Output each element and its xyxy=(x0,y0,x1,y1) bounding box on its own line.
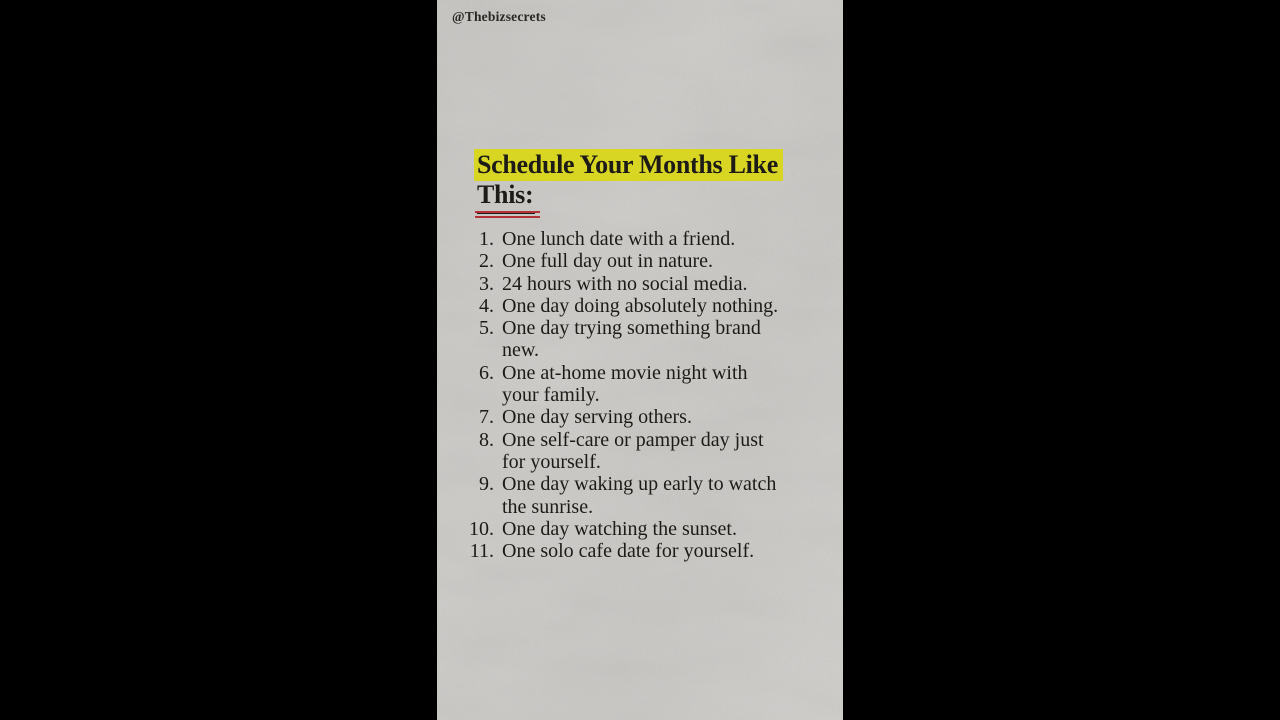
list-item-text: One day doing absolutely nothing. xyxy=(502,294,779,317)
paper xyxy=(437,0,843,720)
title-line-1: Schedule Your Months Like xyxy=(474,149,783,181)
list-item xyxy=(467,406,822,428)
list-item-number: 11. xyxy=(469,540,494,563)
list-item-text: 24 hours with no social media. xyxy=(502,272,748,295)
list-item xyxy=(467,473,822,518)
monthly-checklist xyxy=(467,228,822,562)
list-item xyxy=(467,518,822,540)
list-item-text: One self-care or pamper day just for yourself. xyxy=(502,428,764,473)
list-item-number: 5. xyxy=(479,317,494,340)
list-item-text: One full day out in nature. xyxy=(502,250,714,273)
list-item-number: 3. xyxy=(479,272,494,295)
list-item xyxy=(467,429,822,474)
list-item-number: 2. xyxy=(479,250,494,273)
list-item-text: One at-home movie night with your family. xyxy=(502,361,748,407)
list-item-text: One day watching the sunset. xyxy=(502,517,737,540)
list-item-number: 4. xyxy=(479,294,494,317)
list-item-text: One day waking up early to watch the sunrise. xyxy=(502,473,777,518)
list-item-number: 8. xyxy=(479,428,494,451)
list-item-number: 1. xyxy=(479,228,494,250)
list-item-text: One solo cafe date for yourself. xyxy=(502,540,755,563)
list-item xyxy=(467,273,822,295)
list-item-number: 10. xyxy=(469,517,494,540)
list-item xyxy=(467,317,822,362)
watermark: @Thebizsecrets xyxy=(452,9,546,24)
list-item-number: 9. xyxy=(479,473,494,496)
list-item-text: One lunch date with a friend. xyxy=(502,228,736,250)
list-item-number: 7. xyxy=(479,406,494,429)
title-line-2: This: xyxy=(477,180,535,214)
list-item xyxy=(467,250,822,272)
list-item xyxy=(467,540,822,562)
list-item xyxy=(467,295,822,317)
list-item-number: 6. xyxy=(479,361,494,384)
page-title xyxy=(477,150,822,214)
list-item-text: One day trying something brand new. xyxy=(502,317,761,362)
list-item xyxy=(467,362,822,407)
list-item-text: One day serving others. xyxy=(502,406,692,429)
list-item xyxy=(467,228,822,250)
red-double-underline xyxy=(475,211,540,218)
